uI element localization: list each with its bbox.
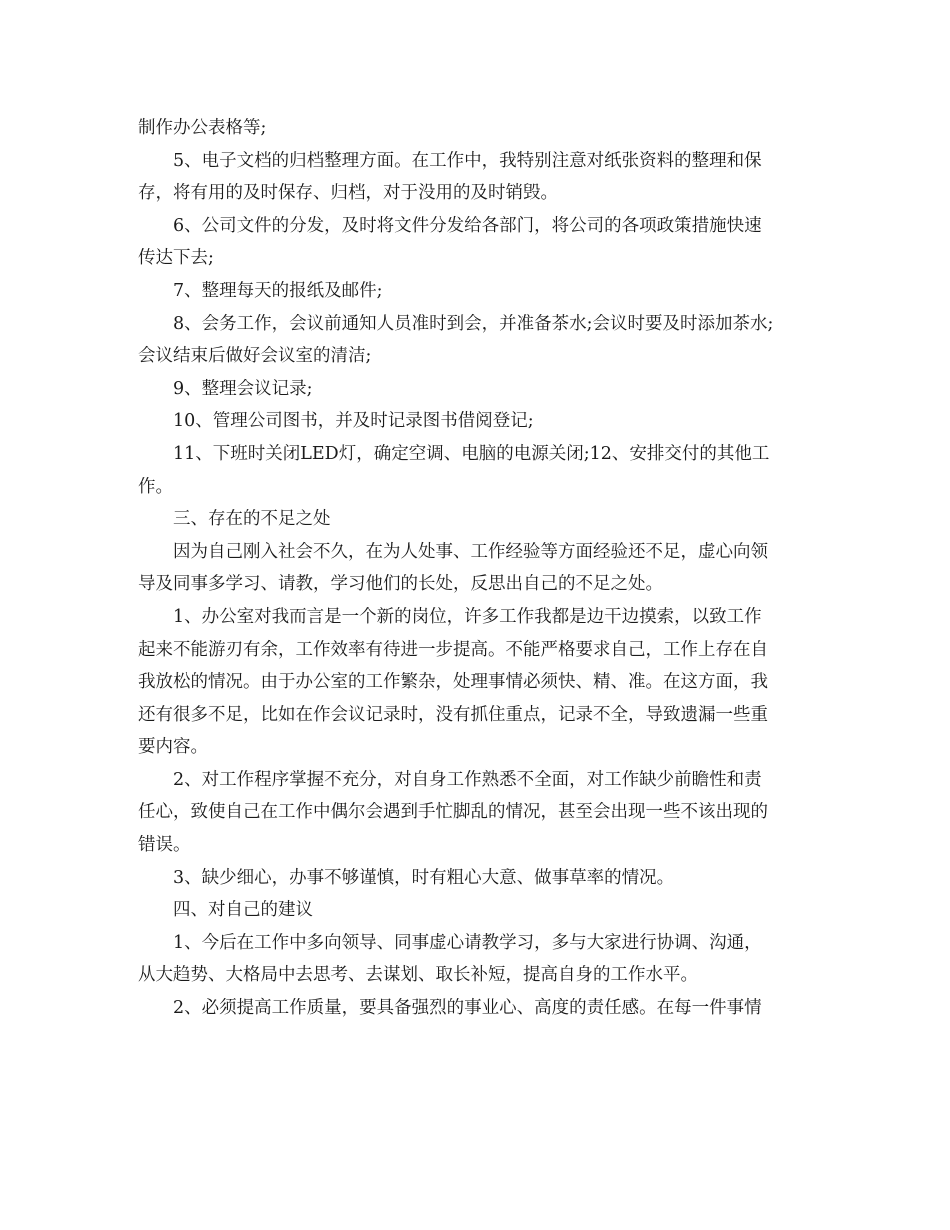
text-line: 7、整理每天的报纸及邮件; [173,280,383,301]
text-line: 四、对自己的建议 [173,900,313,921]
text-line: 三、存在的不足之处 [173,509,331,530]
text-line: 传达下去; [138,248,214,269]
text-line: 9、整理会议记录; [173,378,313,399]
text-line: 2、对工作程序掌握不充分，对自身工作熟悉不全面，对工作缺少前瞻性和责 [173,769,762,790]
text-line: 要内容。 [138,737,208,758]
text-line: 1、今后在工作中多向领导、同事虚心请教学习，多与大家进行协调、沟通， [173,932,762,953]
text-line: 3、缺少细心，办事不够谨慎，时有粗心大意、做事草率的情况。 [173,867,675,888]
text-line: 5、电子文档的归档整理方面。在工作中，我特别注意对纸张资料的整理和保 [173,150,762,171]
text-line: 我放松的情况。由于办公室的工作繁杂，处理事情必须快、精、准。在这方面，我 [138,672,768,693]
text-line: 2、必须提高工作质量，要具备强烈的事业心、高度的责任感。在每一件事情 [173,998,762,1019]
text-line: 6、公司文件的分发，及时将文件分发给各部门，将公司的各项政策措施快速 [173,215,762,236]
text-line: 10、管理公司图书，并及时记录图书借阅登记; [173,411,534,432]
document-page [138,112,820,1025]
text-line: 因为自己刚入社会不久，在为人处事、工作经验等方面经验还不足，虚心向领 [173,541,768,562]
text-line: 会议结束后做好会议室的清洁; [138,346,372,367]
text-line: 起来不能游刃有余，工作效率有待进一步提高。不能严格要求自己，工作上存在自 [138,639,768,660]
text-line: 导及同事多学习、请教，学习他们的长处，反思出自己的不足之处。 [138,574,663,595]
text-line: 任心，致使自己在工作中偶尔会遇到手忙脚乱的情况，甚至会出现一些不该出现的 [138,802,768,823]
text-line: 作。 [138,476,173,497]
text-line: 8、会务工作，会议前通知人员准时到会，并准备茶水;会议时要及时添加茶水; [173,313,774,334]
text-line: 制作办公表格等; [138,118,267,138]
text-line: 1、办公室对我而言是一个新的岗位，许多工作我都是边干边摸索，以致工作 [173,606,762,627]
text-line: 还有很多不足，比如在作会议记录时，没有抓住重点，记录不全，导致遗漏一些重 [138,704,768,725]
text-line: 11、下班时关闭LED灯，确定空调、电脑的电源关闭;12、安排交付的其他工 [173,443,770,464]
text-line: 错误。 [138,835,191,856]
text-line: 存，将有用的及时保存、归档，对于没用的及时销毁。 [138,183,558,204]
text-line: 从大趋势、大格局中去思考、去谋划、取长补短，提高自身的工作水平。 [138,965,698,986]
